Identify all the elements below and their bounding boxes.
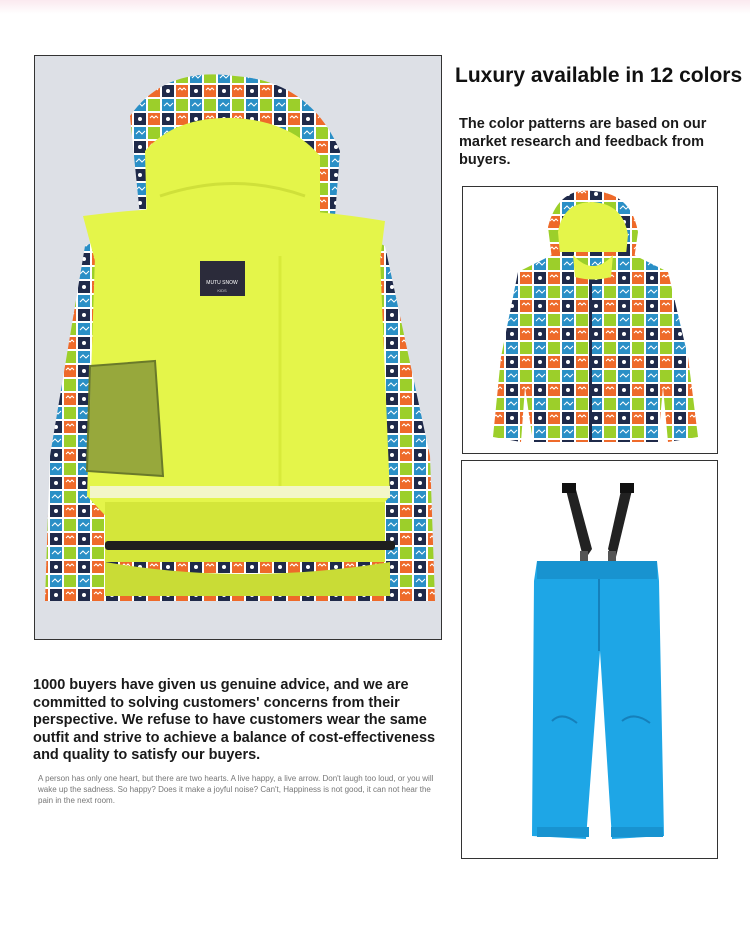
small-print-text: A person has only one heart, but there are two hearts. A live happy, a live arrow. Don't laugh too loud, or you will wake up the sadness. So happy? Does it make a joyful noise? Can't, Happiness is not good, it can not hear the pain in the next room. xyxy=(38,774,434,805)
blue-ski-pants-illustration xyxy=(462,461,717,858)
brand-label-sub: KIDS xyxy=(217,288,227,293)
headline: Luxury available in 12 colors xyxy=(455,64,743,87)
top-decorative-strip xyxy=(0,0,750,14)
main-jacket-photo xyxy=(34,55,442,640)
jacket-closed-illustration xyxy=(463,187,717,453)
buyers-advice-paragraph: 1000 buyers have given us genuine advice, and we are committed to solving customers' concerns from their perspective. We refuse to have customers wear the same outfit and strive to achieve a balance of cost-effectiveness and quality to satisfy our buyers. xyxy=(33,677,436,763)
brand-label-text: MUTU SNOW xyxy=(206,280,238,286)
jacket-open-illustration xyxy=(35,56,441,639)
color-patterns-subtext: The color patterns are based on our market research and feedback from buyers. xyxy=(459,116,707,168)
pants-thumbnail xyxy=(461,460,718,859)
jacket-thumbnail xyxy=(462,186,718,454)
